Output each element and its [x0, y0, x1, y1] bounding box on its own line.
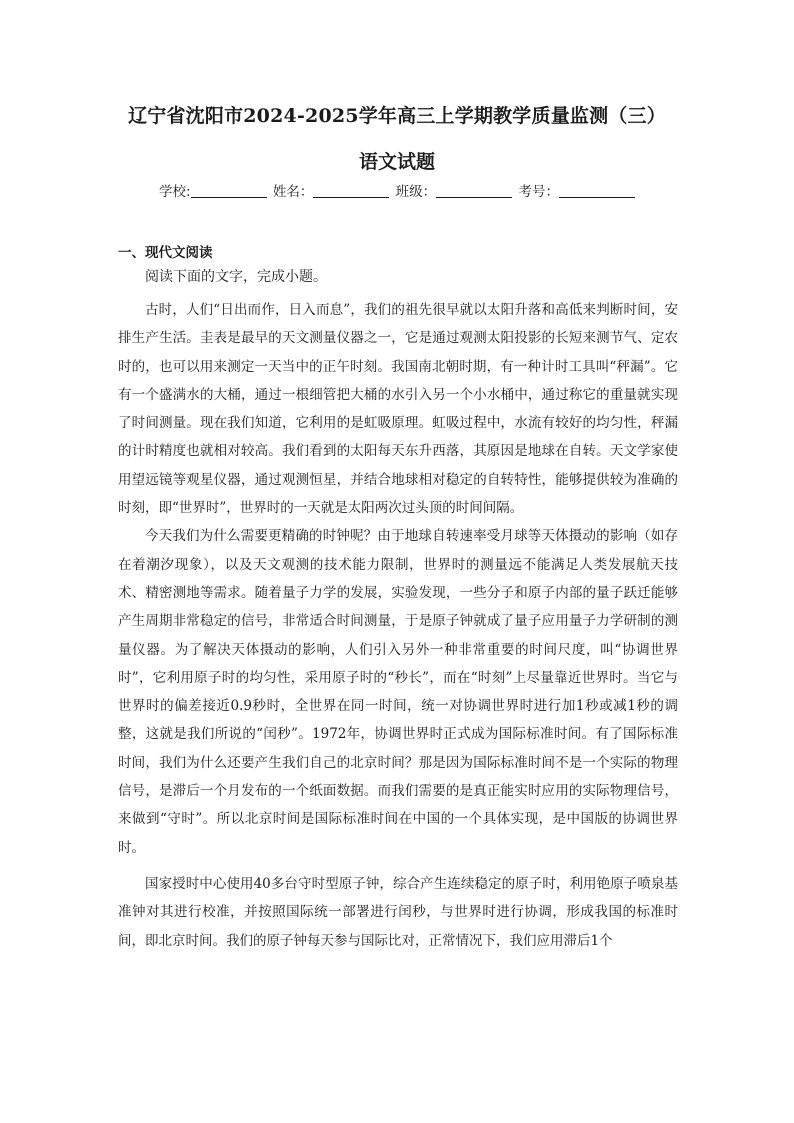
student-info-line	[0, 180, 794, 200]
passage-paragraph-3: 国家授时中心使用40多台守时型原子钟，综合产生连续稳定的原子时，利用铯原子喷泉基准钟对其进行校准，并按照国际统一部署进行闰秒，与世界时进行协调，形成我国的标准时间，即北京时间。我们的原子钟每天参与国际比对，正常情况下，我们应用滞后1个	[118, 875, 678, 949]
reading-passage	[118, 296, 678, 955]
info-exam-number	[518, 180, 635, 200]
info-name-blank	[313, 184, 389, 198]
info-name	[273, 180, 390, 200]
info-class-blank	[436, 184, 512, 198]
info-class	[396, 180, 513, 200]
info-name-label: 姓名：	[272, 184, 314, 200]
exam-subtitle: 语文试题	[358, 151, 435, 173]
info-class-label: 班级：	[395, 184, 437, 200]
section-heading: 一、现代文阅读	[118, 245, 213, 261]
info-school-blank	[191, 184, 267, 198]
exam-title: 辽宁省沈阳市2024-2025学年高三上学期教学质量监测（三）	[128, 105, 666, 127]
info-exam-number-label: 考号：	[518, 184, 559, 200]
info-school-label: 学校:	[159, 184, 191, 200]
passage-paragraph-2: 今天我们为什么需要更精确的时钟呢？由于地球自转速率受月球等天体摄动的影响（如存在着潮汐现象），以及天文观测的技术能力限制，世界时的测量远不能满足人类发展航天技术、精密测地等需求。随着量子力学的发展，实验发现，一些分子和原子内部的量子跃迁能够产生周期非常稳定的信号，非常适合时间测量，于是原子钟就成了量子应用量子力学研制的测量仪器。为了解决天体摄动的影响，人们引入另外一种非常重要的时间尺度，叫“协调世界时”，它利用原子时的均匀性，采用原子时的“秒长”，而在“时刻”上尽量靠近世界时。当它与世界时的偏差接近0.9秒时，全世界在同一时间，统一对协调世界时进行加1秒或减1秒的调整，这就是我们所说的“闰秒”。1972年，协调世界时正式成为国际标准时间。有了国际标准时间，我们为什么还要产生我们自己的北京时间？那是因为国际标准时间不是一个实际的物理信号，是滞后一个月发布的一个纸面数据。而我们需要的是真正能实时应用的实际物理信号，来做到“守时”。所以北京时间是国际标准时间在中国的一个具体实现，是中国版的协调世界时。	[118, 528, 678, 856]
reading-instruction: 阅读下面的文字，完成小题。	[145, 269, 327, 285]
info-exam-number-blank	[559, 184, 635, 198]
info-school	[159, 180, 267, 200]
passage-paragraph-1: 古时，人们“日出而作，日入而息”，我们的祖先很早就以太阳升落和高低来判断时间，安排生产生活。圭表是最早的天文测量仪器之一，它是通过观测太阳投影的长短来测节气、定农时的，也可以用来测定一天当中的正午时刻。我国南北朝时期，有一种计时工具叫“秤漏”。它有一个盛满水的大桶，通过一根细管把大桶的水引入另一个小水桶中，通过称它的重量就实现了时间测量。现在我们知道，它利用的是虹吸原理。虹吸过程中，水流有较好的均匀性，秤漏的计时精度也就相对较高。我们看到的太阳每天东升西落，其原因是地球在自转。天文学家使用望远镜等观星仪器，通过观测恒星，并结合地球相对稳定的自转特性，能够提供较为准确的时刻，即“世界时”，世界时的一天就是太阳两次过头顶的时间间隔。	[118, 302, 678, 517]
